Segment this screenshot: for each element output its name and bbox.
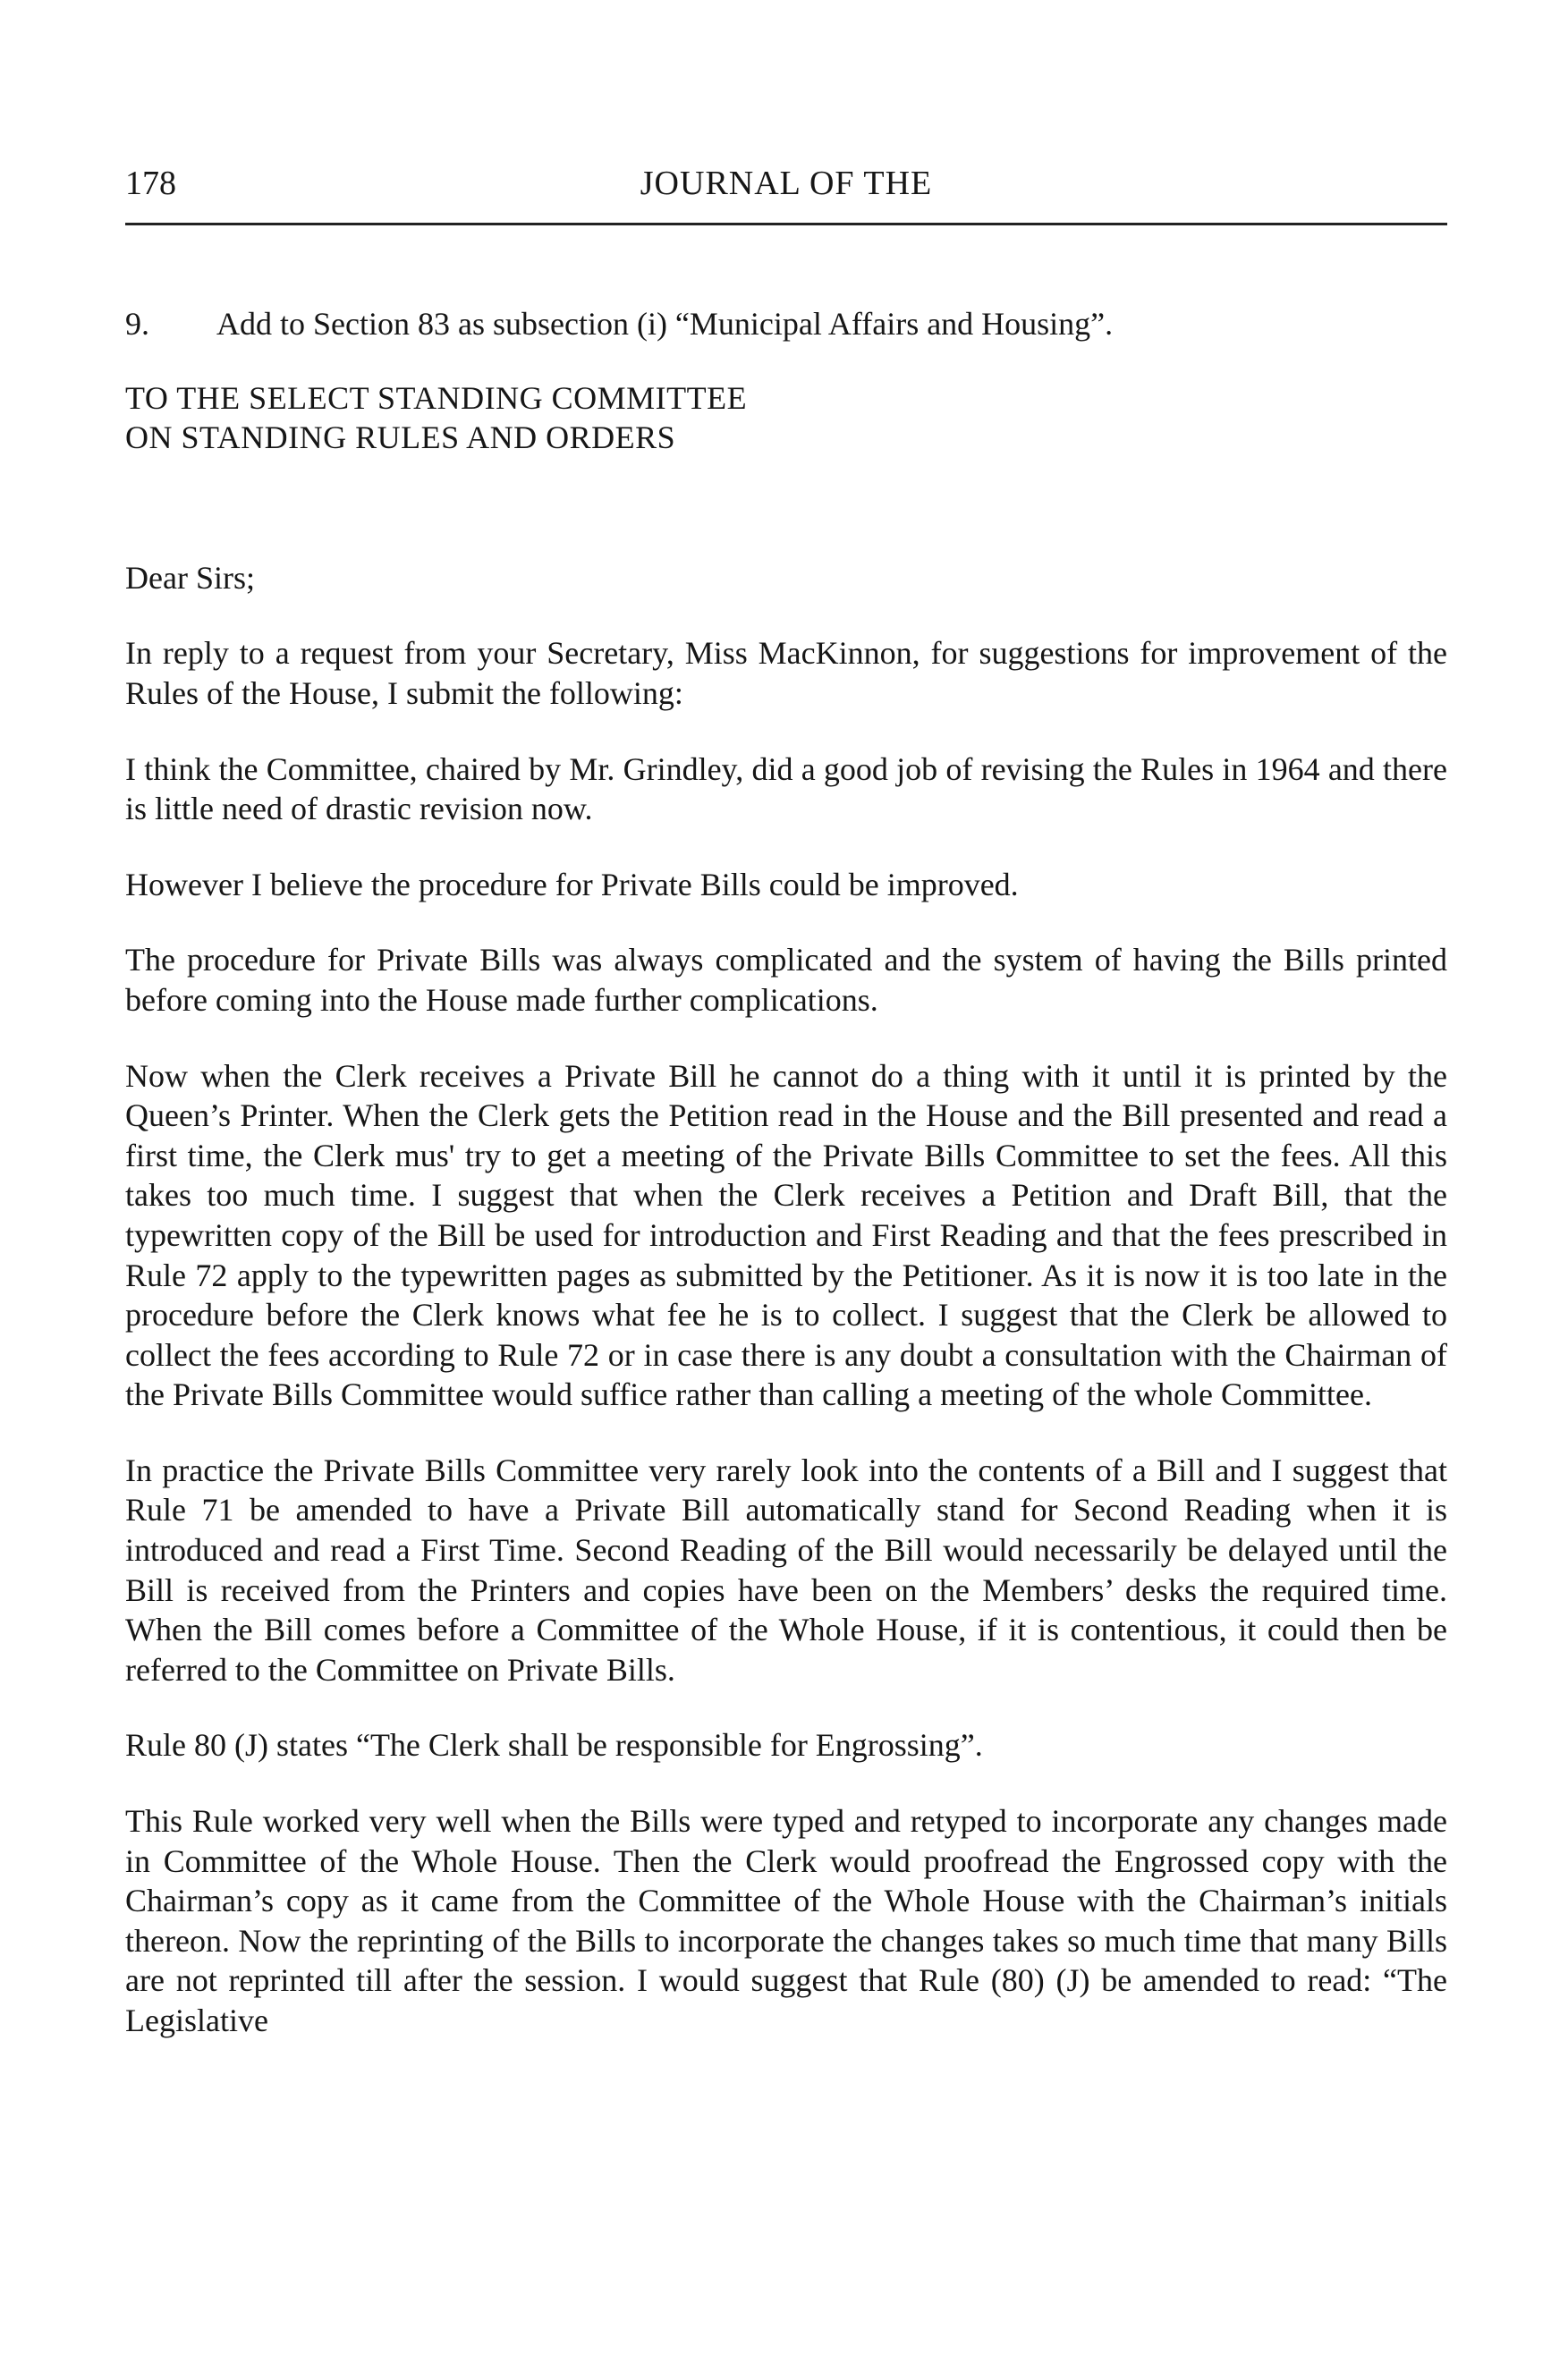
paragraph-private-bills: However I believe the procedure for Private Bills could be improved. — [125, 866, 1019, 902]
paragraph-committee: I think the Committee, chaired by Mr. Grindley, did a good job of revising the Rules in 1964 and there is little need of drastic revision now. — [125, 750, 1447, 827]
paragraph-request: In reply to a request from your Secretary, Miss MacKinnon, for suggestions for improvement of the Rules of the House, I submit the following: — [125, 635, 1447, 711]
item-text: Add to Section 83 as subsection (i) “Municipal Affairs and Housing”. — [216, 306, 1114, 342]
paragraph-clerk: Now when the Clerk receives a Private Bill he cannot do a thing with it until it is printed by the Queen’s Printer. When the Clerk gets the Petition read in the House and the Bill presented and read a first time, the Clerk mus' try to get a meeting of the Private Bills Committee to set the fees. All this takes too much time. I suggest that when the Clerk receives a Petition and Draft Bill, that the typewritten copy of the Bill be used for introduction and First Reading and that the fees prescribed in Rule 72 apply to the typewritten pages as submitted by the Petitioner. As it is now it is too late in the procedure before the Clerk knows what fee he is to collect. I suggest that the Clerk be allowed to collect the fees according to Rule 72 or in case there is any doubt a consultation with the Chairman of the Private Bills Committee would suffice rather than calling a meeting of the whole Committee. — [125, 1057, 1447, 1413]
salutation: Dear Sirs; — [125, 559, 255, 596]
address-line-2: ON STANDING RULES AND ORDERS — [125, 419, 676, 456]
paragraph-practice: In practice the Private Bills Committee very rarely look into the contents of a Bill and I suggest that Rule 71 be amended to have a Private Bill automatically stand for Second Reading when it is introduced and read a First Time. Second Reading of the Bill would necessarily be delayed until the Bill is received from the Printers and copies have been on the Members’ desks the required time. When the Bill comes before a Committee of the Whole House, if it is contentious, it could then be referred to the Committee on Private Bills. — [125, 1452, 1447, 1688]
page-number: 178 — [125, 165, 176, 202]
paragraph-engrossing: This Rule worked very well when the Bills were typed and retyped to incorporate any changes made in Committee of the Whole House. Then the Clerk would proofread the Engrossed copy with the Chairman’s copy as it came from the Committee of the Whole House with the Chairman’s initials thereon. Now the reprinting of the Bills to incorporate the changes takes so much time that many Bills are not reprinted till after the session. I would suggest that Rule (80) (J) be amended to read: “The Legislative — [125, 1803, 1447, 2038]
numbered-item — [125, 304, 1447, 344]
running-title: JOURNAL OF THE — [640, 165, 933, 202]
address-line-1: TO THE SELECT STANDING COMMITTEE — [125, 379, 748, 416]
page-header — [125, 161, 1447, 206]
committee-address — [125, 378, 1447, 458]
item-number: 9. — [125, 306, 149, 342]
header-rule — [125, 223, 1447, 225]
paragraph-rule-80: Rule 80 (J) states “The Clerk shall be responsible for Engrossing”. — [125, 1727, 983, 1764]
page-body — [125, 304, 1447, 2077]
paragraph-procedure: The procedure for Private Bills was always complicated and the system of having the Bills printed before coming into the House made further complications. — [125, 942, 1447, 1018]
